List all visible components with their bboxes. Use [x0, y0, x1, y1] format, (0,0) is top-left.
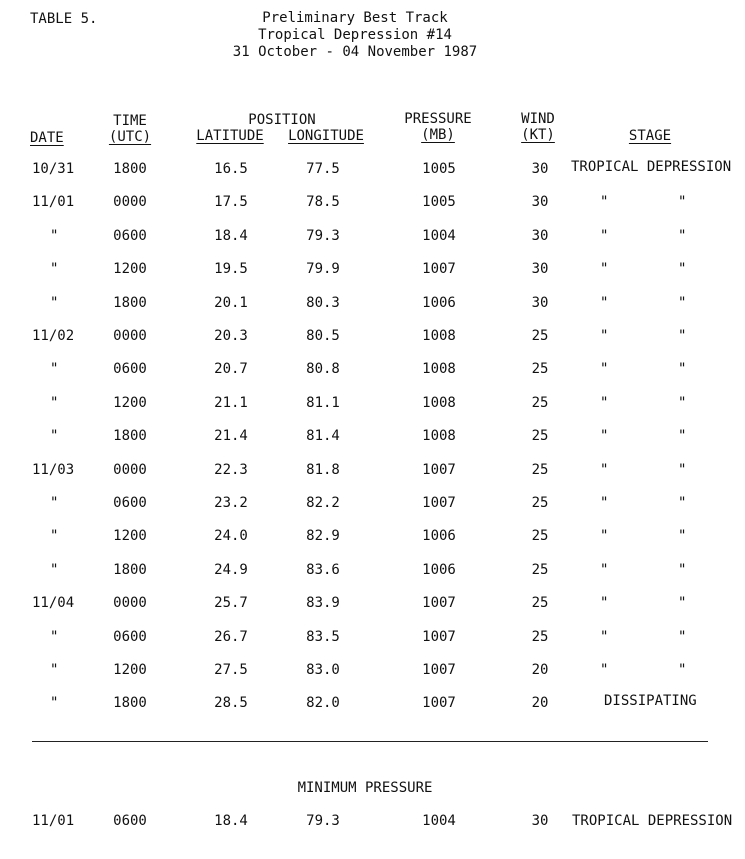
cell-pressure: 1006 — [422, 295, 456, 311]
cell-date: " — [50, 528, 59, 544]
cell-pressure: 1007 — [422, 662, 456, 678]
header-pressure: PRESSURE — [404, 111, 472, 127]
cell-longitude: 81.4 — [306, 428, 340, 444]
cell-pressure: 1008 — [422, 328, 456, 344]
cell-date: " — [50, 295, 59, 311]
table-row — [0, 695, 745, 715]
cell-longitude: 83.6 — [306, 562, 340, 578]
header-longitude: LONGITUDE — [288, 128, 364, 144]
cell-pressure: 1007 — [422, 462, 456, 478]
cell-stage-ditto-2: " — [678, 562, 687, 578]
cell-wind: 25 — [531, 361, 549, 377]
cell-wind: 25 — [531, 462, 549, 478]
cell-time: 1800 — [113, 295, 147, 311]
cell-latitude: 27.5 — [214, 662, 248, 678]
cell-longitude: 81.8 — [306, 462, 340, 478]
table-row — [0, 228, 745, 248]
cell-latitude: 28.5 — [214, 695, 248, 711]
cell-pressure: 1008 — [422, 361, 456, 377]
title-line-1: Preliminary Best Track — [262, 10, 448, 26]
header-latitude: LATITUDE — [196, 128, 264, 144]
cell-stage-ditto-1: " — [600, 228, 609, 244]
cell-stage: TROPICAL DEPRESSION — [571, 159, 732, 175]
cell-longitude: 80.3 — [306, 295, 340, 311]
header-time-unit: (UTC) — [108, 129, 152, 145]
cell-time: 1800 — [113, 161, 147, 177]
cell-latitude: 19.5 — [214, 261, 248, 277]
table-row — [0, 328, 745, 348]
cell-wind: 30 — [531, 261, 549, 277]
table-row — [0, 495, 745, 515]
cell-stage-ditto-1: " — [600, 328, 609, 344]
cell-date: 11/01 — [32, 194, 75, 210]
cell-time: 1800 — [113, 428, 147, 444]
min-time: 0600 — [113, 813, 147, 829]
cell-latitude: 20.3 — [214, 328, 248, 344]
min-date: 11/01 — [32, 813, 75, 829]
cell-longitude: 80.5 — [306, 328, 340, 344]
cell-stage-ditto-1: " — [600, 361, 609, 377]
cell-stage-ditto-1: " — [600, 395, 609, 411]
cell-stage-ditto-1: " — [600, 629, 609, 645]
min-latitude: 18.4 — [214, 813, 248, 829]
cell-time: 0600 — [113, 629, 147, 645]
cell-stage-ditto-2: " — [678, 462, 687, 478]
table-row — [0, 562, 745, 582]
cell-longitude: 83.9 — [306, 595, 340, 611]
cell-longitude: 78.5 — [306, 194, 340, 210]
cell-time: 0600 — [113, 228, 147, 244]
table-label: TABLE 5. — [30, 11, 98, 27]
cell-latitude: 24.9 — [214, 562, 248, 578]
cell-wind: 25 — [531, 595, 549, 611]
cell-time: 0600 — [113, 495, 147, 511]
cell-latitude: 16.5 — [214, 161, 248, 177]
cell-latitude: 22.3 — [214, 462, 248, 478]
cell-pressure: 1005 — [422, 194, 456, 210]
cell-stage-ditto-2: " — [678, 395, 687, 411]
cell-wind: 25 — [531, 528, 549, 544]
divider-line — [32, 741, 708, 742]
cell-pressure: 1007 — [422, 629, 456, 645]
cell-longitude: 79.9 — [306, 261, 340, 277]
cell-stage-ditto-1: " — [600, 595, 609, 611]
title-line-2: Tropical Depression #14 — [258, 27, 452, 43]
cell-date: " — [50, 495, 59, 511]
table-row — [0, 395, 745, 415]
cell-wind: 25 — [531, 562, 549, 578]
cell-date: " — [50, 662, 59, 678]
cell-time: 1800 — [113, 562, 147, 578]
table-row — [0, 361, 745, 381]
cell-time: 0000 — [113, 462, 147, 478]
cell-stage-ditto-2: " — [678, 662, 687, 678]
cell-date: 11/04 — [32, 595, 75, 611]
cell-stage-ditto-2: " — [678, 261, 687, 277]
cell-time: 1800 — [113, 695, 147, 711]
cell-time: 1200 — [113, 395, 147, 411]
cell-stage-ditto-2: " — [678, 194, 687, 210]
cell-time: 1200 — [113, 261, 147, 277]
cell-stage-ditto-1: " — [600, 528, 609, 544]
cell-pressure: 1006 — [422, 528, 456, 544]
cell-date: " — [50, 361, 59, 377]
cell-pressure: 1007 — [422, 595, 456, 611]
header-wind: WIND — [521, 111, 555, 127]
cell-date: " — [50, 228, 59, 244]
cell-pressure: 1005 — [422, 161, 456, 177]
header-position: POSITION — [248, 112, 316, 128]
cell-stage-ditto-2: " — [678, 328, 687, 344]
cell-wind: 30 — [531, 228, 549, 244]
title-line-3: 31 October - 04 November 1987 — [232, 44, 478, 60]
table-row — [0, 428, 745, 448]
cell-pressure: 1004 — [422, 228, 456, 244]
cell-date: " — [50, 562, 59, 578]
cell-stage-ditto-2: " — [678, 295, 687, 311]
cell-date: " — [50, 695, 59, 711]
table-row — [0, 161, 745, 181]
cell-pressure: 1008 — [422, 428, 456, 444]
cell-longitude: 82.2 — [306, 495, 340, 511]
cell-pressure: 1006 — [422, 562, 456, 578]
cell-stage-ditto-1: " — [600, 194, 609, 210]
cell-pressure: 1008 — [422, 395, 456, 411]
cell-longitude: 82.9 — [306, 528, 340, 544]
cell-time: 1200 — [113, 528, 147, 544]
minimum-pressure-row — [0, 813, 745, 833]
cell-latitude: 23.2 — [214, 495, 248, 511]
cell-longitude: 81.1 — [306, 395, 340, 411]
cell-wind: 25 — [531, 328, 549, 344]
cell-stage-ditto-2: " — [678, 629, 687, 645]
cell-time: 0000 — [113, 328, 147, 344]
cell-longitude: 79.3 — [306, 228, 340, 244]
cell-pressure: 1007 — [422, 695, 456, 711]
cell-latitude: 20.1 — [214, 295, 248, 311]
cell-wind: 30 — [531, 295, 549, 311]
cell-date: " — [50, 428, 59, 444]
table-row — [0, 295, 745, 315]
min-pressure: 1004 — [422, 813, 456, 829]
cell-stage-ditto-2: " — [678, 361, 687, 377]
cell-pressure: 1007 — [422, 495, 456, 511]
cell-time: 1200 — [113, 662, 147, 678]
cell-date: " — [50, 629, 59, 645]
cell-longitude: 80.8 — [306, 361, 340, 377]
cell-stage-ditto-1: " — [600, 562, 609, 578]
header-time: TIME — [113, 113, 147, 129]
header-wind-unit: (KT) — [521, 127, 555, 143]
cell-date: 11/03 — [32, 462, 75, 478]
cell-stage-ditto-2: " — [678, 528, 687, 544]
cell-date: " — [50, 261, 59, 277]
cell-time: 0600 — [113, 361, 147, 377]
cell-longitude: 82.0 — [306, 695, 340, 711]
cell-stage-ditto-1: " — [600, 295, 609, 311]
minimum-pressure-heading: MINIMUM PRESSURE — [297, 780, 433, 796]
table-row — [0, 595, 745, 615]
cell-wind: 25 — [531, 428, 549, 444]
min-wind: 30 — [531, 813, 549, 829]
header-stage: STAGE — [628, 128, 672, 144]
cell-wind: 30 — [531, 194, 549, 210]
cell-longitude: 83.0 — [306, 662, 340, 678]
cell-stage-ditto-2: " — [678, 595, 687, 611]
cell-stage-ditto-1: " — [600, 261, 609, 277]
cell-date: 10/31 — [32, 161, 75, 177]
cell-time: 0000 — [113, 194, 147, 210]
cell-stage-ditto-1: " — [600, 428, 609, 444]
cell-pressure: 1007 — [422, 261, 456, 277]
min-stage: TROPICAL DEPRESSION — [572, 813, 733, 829]
cell-latitude: 21.4 — [214, 428, 248, 444]
cell-wind: 20 — [531, 695, 549, 711]
cell-wind: 25 — [531, 395, 549, 411]
cell-stage-ditto-1: " — [600, 495, 609, 511]
table-row — [0, 194, 745, 214]
table-row — [0, 629, 745, 649]
table-row — [0, 261, 745, 281]
cell-stage-ditto-2: " — [678, 228, 687, 244]
cell-stage-ditto-2: " — [678, 495, 687, 511]
cell-latitude: 26.7 — [214, 629, 248, 645]
cell-latitude: 25.7 — [214, 595, 248, 611]
cell-wind: 30 — [531, 161, 549, 177]
cell-stage-ditto-1: " — [600, 462, 609, 478]
cell-date: " — [50, 395, 59, 411]
cell-latitude: 24.0 — [214, 528, 248, 544]
table-row — [0, 462, 745, 482]
header-pressure-unit: (MB) — [421, 127, 455, 143]
table-row — [0, 662, 745, 682]
cell-date: 11/02 — [32, 328, 75, 344]
cell-wind: 25 — [531, 629, 549, 645]
cell-stage: DISSIPATING — [604, 693, 697, 709]
cell-latitude: 21.1 — [214, 395, 248, 411]
cell-latitude: 18.4 — [214, 228, 248, 244]
cell-time: 0000 — [113, 595, 147, 611]
cell-longitude: 77.5 — [306, 161, 340, 177]
cell-latitude: 20.7 — [214, 361, 248, 377]
table-row — [0, 528, 745, 548]
cell-wind: 20 — [531, 662, 549, 678]
cell-longitude: 83.5 — [306, 629, 340, 645]
header-date: DATE — [30, 130, 64, 146]
cell-stage-ditto-2: " — [678, 428, 687, 444]
cell-latitude: 17.5 — [214, 194, 248, 210]
min-longitude: 79.3 — [306, 813, 340, 829]
cell-wind: 25 — [531, 495, 549, 511]
cell-stage-ditto-1: " — [600, 662, 609, 678]
